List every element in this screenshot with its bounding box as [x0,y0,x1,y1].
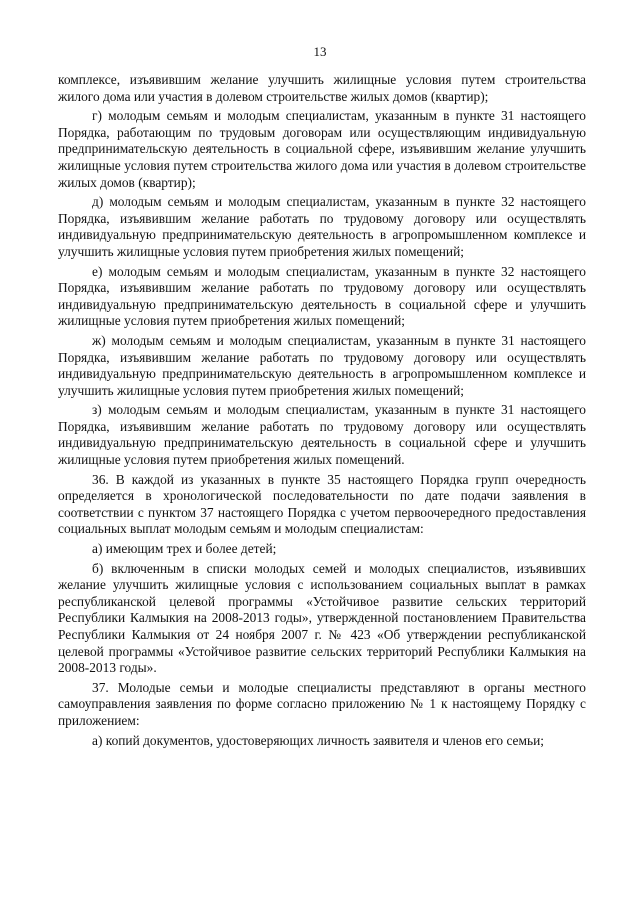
paragraph-item-zh: ж) молодым семьям и молодым специалистам, указанным в пункте 31 настоящего Порядка, изъявившим желание работать по трудовому договору или осуществлять индивидуальную предпринимательскую деятельность в агропромышленном комплексе и улучшить жилищные условия путем приобретения жилых помещений; [58,332,586,398]
paragraph-37-a: а) копий документов, удостоверяющих личность заявителя и членов его семьи; [92,732,544,748]
paragraph-36-b: б) включенным в списки молодых семей и молодых специалистов, изъявивших желание улучшить жилищные условия с использованием социальных выплат в рамках республиканской целевой программы «Устойчивое развитие сельских территорий Республики Калмыкия на 2008-2013 годы», утвержденной постановлением Правительства Республики Калмыкия от 24 ноября 2007 г. № 423 «Об утверждении республиканской целевой программы «Устойчивое развитие сельских территорий Республики Калмыкия на 2008-2013 годы». [58,560,586,676]
paragraph-item-g: г) молодым семьям и молодым специалистам, указанным в пункте 31 настоящего Порядка, работающим по трудовым договорам или осуществляющим индивидуальную предпринимательскую деятельность в социальной сфере, изъявившим желание улучшить жилищные условия путем строительства жилого дома или участия в долевом строительстве жилых домов (квартир); [58,108,586,190]
paragraph-36-a: а) имеющим трех и более детей; [92,541,277,557]
paragraph-item-z: з) молодым семьям и молодым специалистам, указанным в пункте 31 настоящего Порядка, изъявившим желание работать по трудовому договору или осуществлять индивидуальную предпринимательскую деятельность в социальной сфере и улучшить жилищные условия путем приобретения жилых помещений. [58,402,586,468]
page-number: 13 [313,44,327,59]
paragraph-item-d: д) молодым семьям и молодым специалистам, указанным в пункте 32 настоящего Порядка, изъявившим желание работать по трудовому договору или осуществлять индивидуальную предпринимательскую деятельность в агропромышленном комплексе и улучшить жилищные условия путем приобретения жилых помещений; [58,194,586,259]
paragraph-item-e: е) молодым семьям и молодым специалистам, указанным в пункте 32 настоящего Порядка, изъявившим желание работать по трудовому договору или осуществлять индивидуальную предпринимательскую деятельность в социальной сфере и улучшить жилищные условия путем приобретения жилых помещений; [58,263,586,329]
document-body [58,72,586,749]
paragraph-36: 36. В каждой из указанных в пункте 35 настоящего Порядка групп очередность определяется в хронологической последовательности по дате подачи заявления в соответствии с пунктом 37 настоящего Порядка с учетом первоочередного предоставления социальных выплат молодым семьям и молодым специалистам: [58,471,586,537]
paragraph-continuation: комплексе, изъявившим желание улучшить жилищные условия путем строительства жилого дома или участия в долевом строительстве жилых домов (квартир); [58,72,586,104]
paragraph-37: 37. Молодые семьи и молодые специалисты представляют в органы местного самоуправления заявления по форме согласно приложению № 1 к настоящему Порядку с приложением: [58,679,586,728]
